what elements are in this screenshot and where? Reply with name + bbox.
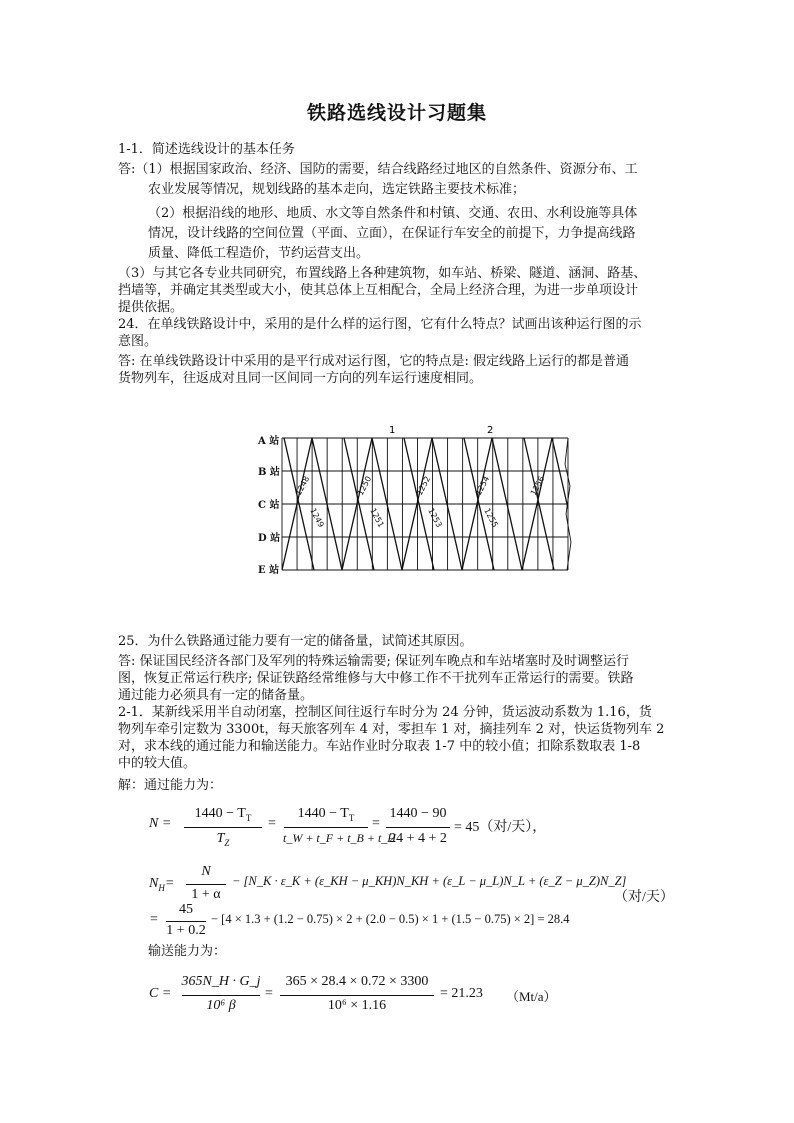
formula-lhs: $N_H=$ (149, 876, 175, 893)
formula-denominator: 10⁶ × 1.16 (327, 998, 387, 1013)
formula-result: = 45（对/天）， (454, 820, 547, 835)
equals-sign: = (372, 816, 380, 831)
formula-denominator: 10⁶ β (206, 998, 236, 1013)
fraction-bar (184, 827, 262, 828)
train-number: 1256 (528, 474, 547, 497)
formula-numerator: 1440 − 90 (389, 806, 447, 821)
formula-denominator: $T_Z$ (216, 831, 230, 848)
train-diagram (258, 424, 578, 580)
formula-numerator: $1440 - T_T$ (194, 806, 252, 823)
diagram-grid (282, 438, 571, 570)
train-number: 1250 (355, 474, 374, 497)
station-label-c: C 站 (258, 500, 280, 511)
text-line: 货物列车，往返成对且同一区间同一方向的列车运行速度相同。 (118, 371, 483, 386)
text-line: 答: 保证国民经济各部门及军列的特殊运输需要; 保证列车晚点和车站堵塞时及时调整运行 (118, 654, 630, 669)
formula-denominator: t_W + t_F + t_B + t_H (283, 831, 396, 845)
formula-bracket: − [N_K · ε_K + (ε_KH − μ_KH)N_KH + (ε_L − μ_L)N_L + (ε_Z − μ_Z)N_Z] (232, 874, 627, 888)
formula-denominator: 1 + α (191, 887, 221, 902)
formula-calc: − [4 × 1.3 + (1.2 − 0.75) × 2 + (2.0 − 0.5) × 1 + (1.5 − 0.75) × 2] = 28.4 (211, 912, 570, 926)
formula-result: = 21.23 (440, 986, 483, 1001)
text-line: 25．为什么铁路通过能力要有一定的储备量，试简述其原因。 (118, 634, 473, 649)
formula-denominator: 1 + 0.2 (166, 923, 206, 938)
text-line: 2-1．某新线采用半自动闭塞，控制区间往返行车时分为 24 分钟，货运波动系数为 1.16，货 (118, 705, 652, 720)
text-line: （3）与其它各专业共同研究，布置线路上各种建筑物，如车站、桥梁、隧道、涵洞、路基、 (118, 266, 647, 281)
formula-lhs: C = (149, 986, 172, 1001)
formula-numerator: 365N_H · G_j (181, 974, 261, 989)
formula-denominator: 24 + 4 + 2 (389, 831, 447, 846)
text-line: 通过能力必须具有一定的储备量。 (118, 688, 314, 703)
station-labels (258, 434, 280, 576)
formula-numerator: 365 × 28.4 × 0.72 × 3300 (285, 974, 429, 989)
document-title: 铁路选线设计习题集 (306, 102, 487, 124)
fraction-bar (284, 827, 368, 828)
formula-numerator: $1440 - T_T$ (297, 806, 355, 823)
formula-numerator: 45 (179, 902, 193, 917)
text-line: 中的较大值。 (118, 756, 197, 771)
train-number: 1254 (473, 474, 492, 497)
text-line: 图，恢复正常运行秩序; 保证铁路经常维修与大中修工作不干扰列车正常运行的需要。铁路 (118, 671, 634, 686)
text-line: 质量、降低工程造价，节约运营支出。 (148, 246, 370, 261)
train-number: 1255 (482, 506, 500, 529)
text-line: 农业发展等情况，规划线路的基本走向，选定铁路主要技术标准； (148, 182, 526, 197)
text-line: （2）根据沿线的地形、地质、水文等自然条件和村镇、交通、农田、水利设施等具体 (148, 206, 638, 221)
station-label-b: B 站 (258, 467, 280, 478)
station-label-d: D 站 (258, 533, 281, 544)
train-number: 1248 (293, 474, 312, 497)
train-number: 1252 (414, 474, 433, 497)
text-line: 物列车牵引定数为 3300t，每天旅客列车 4 对，零担车 1 对，摘挂列车 2 对，快运货物列车 2 (118, 722, 665, 737)
station-label-a: A 站 (258, 436, 280, 447)
fraction-bar (166, 921, 206, 922)
fraction-bar (280, 995, 434, 996)
formula-unit: （对/天） (614, 890, 674, 905)
train-number: 1251 (368, 506, 386, 529)
hour-label-1: 1 (389, 425, 396, 436)
fraction-bar (386, 827, 450, 828)
hour-label-2: 2 (487, 425, 494, 436)
train-number: 1253 (426, 506, 444, 529)
fraction-bar (186, 884, 226, 885)
train-number-labels (294, 475, 547, 529)
train-number: 1249 (308, 506, 326, 529)
text-line: 解：通过能力为： (118, 778, 223, 793)
equals-sign: = (268, 816, 276, 831)
text-line: 1-1．简述选线设计的基本任务 (118, 142, 295, 157)
text-line: 情况，设计线路的空间位置（平面、立面），在保证行车安全的前提下，力争提高线路 (148, 226, 636, 241)
fraction-bar (182, 995, 260, 996)
text-line: 对，求本线的通过能力和输送能力。车站作业时分取表 1-7 中的较小值；扣除系数取表 1-8 (118, 739, 641, 754)
formula-lhs: N = (149, 816, 172, 831)
text-line: 挡墙等，并确定其类型或大小，使其总体上互相配合，全局上经济合理，为进一步单项设计 (118, 283, 639, 298)
text-line: 答: 在单线铁路设计中采用的是平行成对运行图，它的特点是: 假定线路上运行的都是普通 (118, 354, 630, 369)
station-label-e: E 站 (258, 565, 280, 576)
formula-unit: （Mt/a） (506, 989, 557, 1004)
text-line: 提供依据。 (118, 300, 184, 315)
formula-numerator: N (201, 864, 211, 879)
text-line: 答:（1）根据国家政治、经济、国防的需要，结合线路经过地区的自然条件、资源分布、工 (118, 162, 638, 177)
text-line: 意图。 (118, 334, 158, 349)
text-line: 24．在单线铁路设计中，采用的是什么样的运行图，它有什么特点？试画出该种运行图的示 (118, 317, 642, 332)
equals-sign: = (150, 912, 158, 927)
equals-sign: = (265, 986, 273, 1001)
text-line: 输送能力为： (148, 944, 227, 959)
